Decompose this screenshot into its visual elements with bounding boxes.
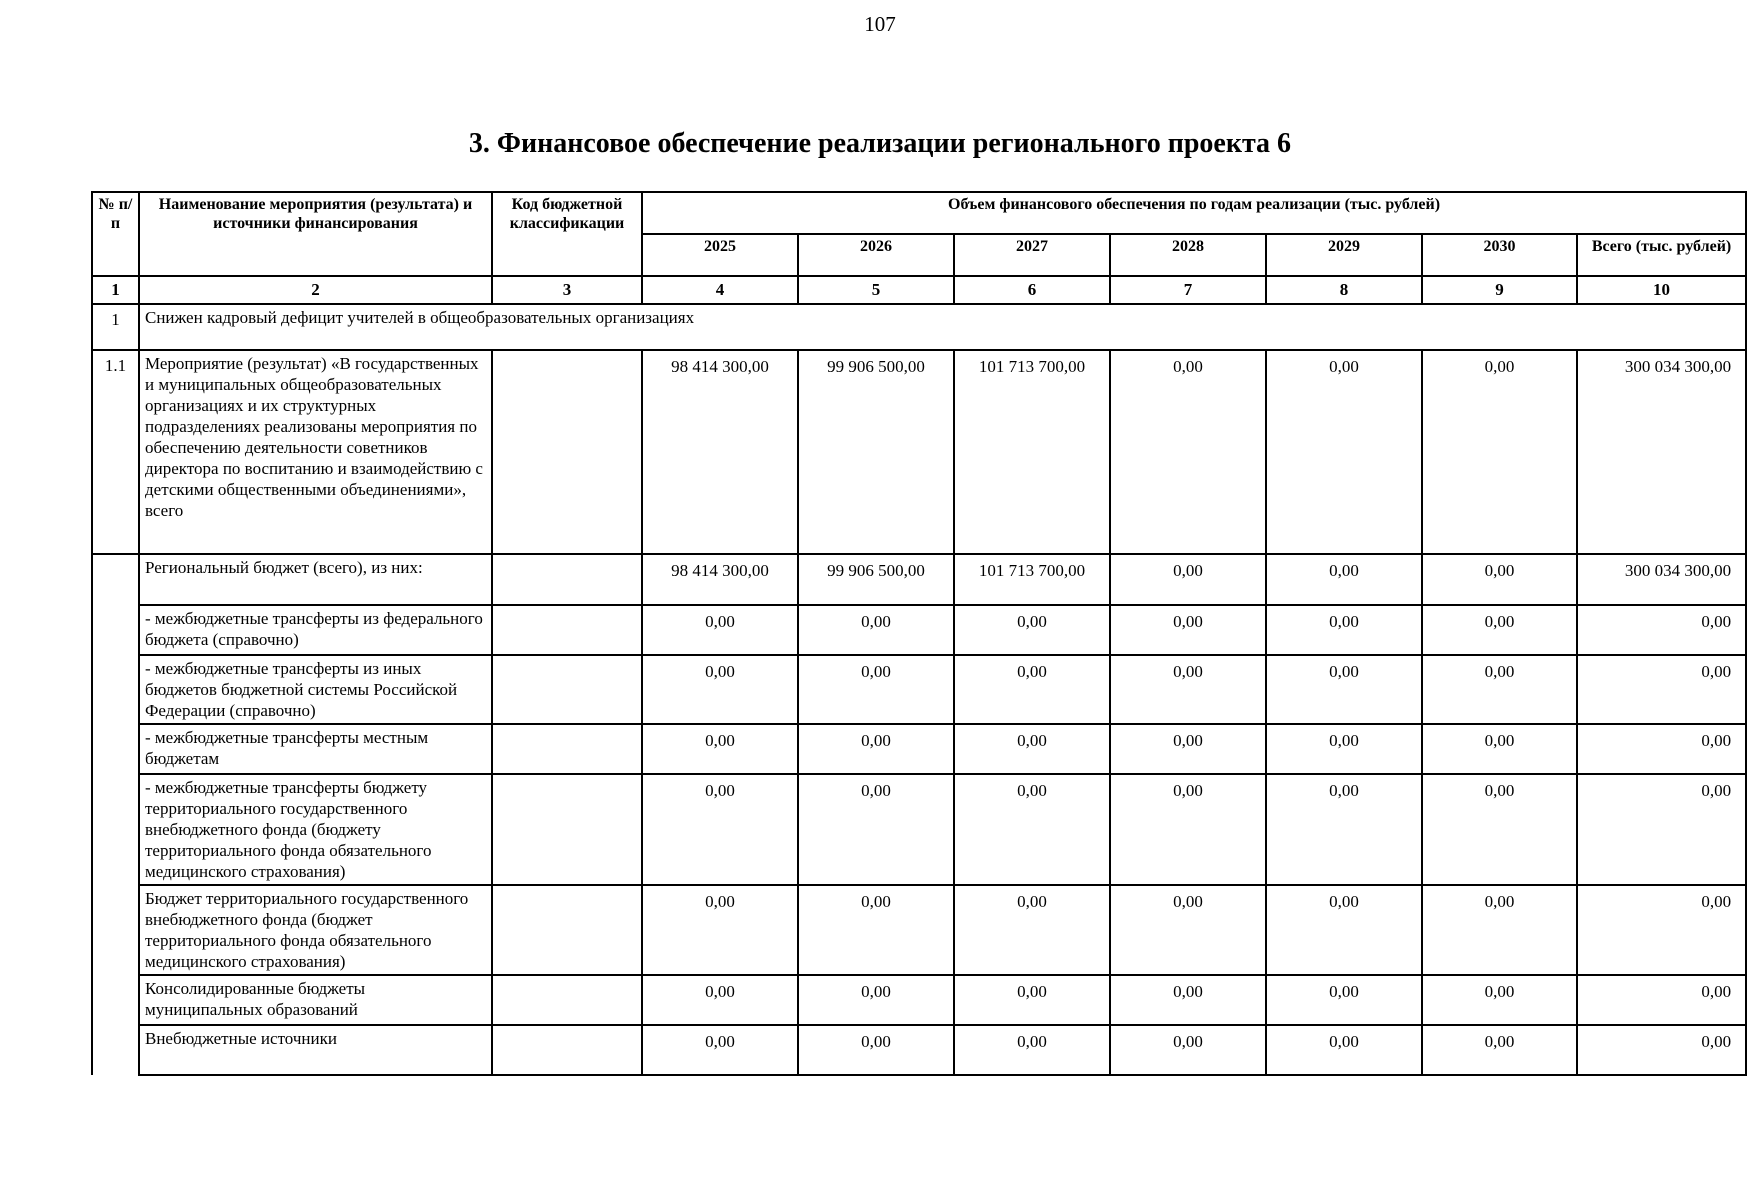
row-name: Консолидированные бюджеты муниципальных образований — [139, 975, 492, 1025]
table-row — [92, 605, 1746, 655]
row-value: 0,00 — [642, 975, 798, 1025]
header-year: 2025 — [642, 234, 798, 276]
row-value: 99 906 500,00 — [798, 350, 954, 554]
column-number: 8 — [1266, 276, 1422, 304]
row-code — [492, 975, 642, 1025]
row-value: 0,00 — [642, 655, 798, 724]
row-value: 0,00 — [1266, 605, 1422, 655]
row-total: 0,00 — [1577, 885, 1746, 975]
row-code — [492, 350, 642, 554]
row-number — [92, 605, 139, 655]
row-value: 0,00 — [1266, 774, 1422, 885]
row-value: 0,00 — [1422, 774, 1577, 885]
column-number: 5 — [798, 276, 954, 304]
row-value: 0,00 — [642, 1025, 798, 1075]
header-row-top — [92, 192, 1746, 234]
row-total: 0,00 — [1577, 774, 1746, 885]
table-body — [92, 350, 1746, 1075]
row-value: 0,00 — [798, 774, 954, 885]
row-code — [492, 655, 642, 724]
row-value: 0,00 — [954, 724, 1110, 774]
table-row — [92, 885, 1746, 975]
header-year: 2030 — [1422, 234, 1577, 276]
row-code — [492, 1025, 642, 1075]
table-row — [92, 975, 1746, 1025]
column-number: 7 — [1110, 276, 1266, 304]
row-value: 98 414 300,00 — [642, 350, 798, 554]
row-value: 0,00 — [642, 885, 798, 975]
row-value: 0,00 — [1110, 885, 1266, 975]
row-value: 0,00 — [798, 724, 954, 774]
row-value: 0,00 — [1110, 655, 1266, 724]
row-code — [492, 774, 642, 885]
row-value: 0,00 — [642, 774, 798, 885]
table-row — [92, 554, 1746, 605]
table-row — [92, 724, 1746, 774]
row-value: 101 713 700,00 — [954, 554, 1110, 605]
header-year: 2028 — [1110, 234, 1266, 276]
column-number: 10 — [1577, 276, 1746, 304]
row-total: 300 034 300,00 — [1577, 350, 1746, 554]
header-col-volume: Объем финансового обеспечения по годам реализации (тыс. рублей) — [642, 192, 1746, 234]
row-value: 0,00 — [954, 885, 1110, 975]
row-number — [92, 655, 139, 724]
column-number: 1 — [92, 276, 139, 304]
row-code — [492, 554, 642, 605]
section-number: 1 — [92, 304, 139, 350]
row-value: 0,00 — [798, 605, 954, 655]
row-value: 0,00 — [954, 605, 1110, 655]
column-number: 9 — [1422, 276, 1577, 304]
row-value: 0,00 — [1422, 554, 1577, 605]
header-year: 2029 — [1266, 234, 1422, 276]
table-row — [92, 774, 1746, 885]
row-number — [92, 724, 139, 774]
row-value: 0,00 — [798, 655, 954, 724]
row-value: 0,00 — [1110, 975, 1266, 1025]
row-value: 0,00 — [1422, 975, 1577, 1025]
table-row — [92, 350, 1746, 554]
column-number: 6 — [954, 276, 1110, 304]
column-number: 3 — [492, 276, 642, 304]
row-total: 0,00 — [1577, 724, 1746, 774]
header-col-name: Наименование мероприятия (результата) и источники финансирования — [139, 192, 492, 276]
row-name: Внебюджетные источники — [139, 1025, 492, 1075]
row-total: 0,00 — [1577, 1025, 1746, 1075]
row-value: 0,00 — [798, 975, 954, 1025]
table-row — [92, 655, 1746, 724]
row-value: 0,00 — [1110, 554, 1266, 605]
row-value: 0,00 — [1266, 724, 1422, 774]
header-col-code: Код бюджетной классификации — [492, 192, 642, 276]
row-name: - межбюджетные трансферты бюджету территориального государственного внебюджетного фонда (бюджету территориального фонда обязательного медицинского страхования) — [139, 774, 492, 885]
header-total: Всего (тыс. рублей) — [1577, 234, 1746, 276]
row-value: 0,00 — [1110, 605, 1266, 655]
column-number: 4 — [642, 276, 798, 304]
row-number — [92, 554, 139, 605]
row-value: 0,00 — [1266, 885, 1422, 975]
row-value: 0,00 — [798, 885, 954, 975]
row-number — [92, 975, 139, 1025]
row-code — [492, 724, 642, 774]
row-total: 300 034 300,00 — [1577, 554, 1746, 605]
row-value: 0,00 — [642, 724, 798, 774]
row-code — [492, 885, 642, 975]
row-value: 0,00 — [1266, 350, 1422, 554]
row-value: 0,00 — [954, 1025, 1110, 1075]
row-number — [92, 1025, 139, 1075]
row-total: 0,00 — [1577, 655, 1746, 724]
row-name: - межбюджетные трансферты местным бюджетам — [139, 724, 492, 774]
row-value: 0,00 — [1422, 350, 1577, 554]
row-code — [492, 605, 642, 655]
row-value: 0,00 — [798, 1025, 954, 1075]
row-value: 98 414 300,00 — [642, 554, 798, 605]
row-value: 0,00 — [1266, 554, 1422, 605]
row-name: - межбюджетные трансферты из федерального бюджета (справочно) — [139, 605, 492, 655]
row-value: 0,00 — [1110, 724, 1266, 774]
row-number: 1.1 — [92, 350, 139, 554]
row-value: 0,00 — [954, 774, 1110, 885]
row-value: 0,00 — [1110, 774, 1266, 885]
header-col-number: № п/п — [92, 192, 139, 276]
row-value: 101 713 700,00 — [954, 350, 1110, 554]
row-value: 0,00 — [1422, 885, 1577, 975]
row-name: Мероприятие (результат) «В государственных и муниципальных общеобразовательных организациях и их структурных подразделениях реализованы мероприятия по обеспечению деятельности советников директора по воспитанию и взаимодействию с детскими общественными объединениями», всего — [139, 350, 492, 554]
row-value: 0,00 — [1422, 1025, 1577, 1075]
row-number — [92, 885, 139, 975]
row-value: 0,00 — [1266, 655, 1422, 724]
row-value: 0,00 — [954, 655, 1110, 724]
row-name: Бюджет территориального государственного внебюджетного фонда (бюджет территориального фонда обязательного медицинского страхования) — [139, 885, 492, 975]
row-value: 0,00 — [1422, 605, 1577, 655]
section-name: Снижен кадровый дефицит учителей в общеобразовательных организациях — [139, 304, 1746, 350]
row-value: 0,00 — [1422, 655, 1577, 724]
row-name: - межбюджетные трансферты из иных бюджетов бюджетной системы Российской Федерации (справочно) — [139, 655, 492, 724]
row-value: 0,00 — [642, 605, 798, 655]
row-value: 0,00 — [954, 975, 1110, 1025]
row-value: 0,00 — [1110, 1025, 1266, 1075]
header-year: 2027 — [954, 234, 1110, 276]
row-number — [92, 774, 139, 885]
row-value: 0,00 — [1110, 350, 1266, 554]
section-row — [92, 304, 1746, 350]
page-title: 3. Финансовое обеспечение реализации регионального проекта 6 — [468, 128, 1292, 159]
row-value: 0,00 — [1266, 975, 1422, 1025]
column-numbers-row — [92, 276, 1746, 304]
row-value: 0,00 — [1266, 1025, 1422, 1075]
row-total: 0,00 — [1577, 975, 1746, 1025]
row-value: 99 906 500,00 — [798, 554, 954, 605]
column-number: 2 — [139, 276, 492, 304]
header-year: 2026 — [798, 234, 954, 276]
row-value: 0,00 — [1422, 724, 1577, 774]
row-total: 0,00 — [1577, 605, 1746, 655]
page-number: 107 — [864, 12, 896, 36]
table-row — [92, 1025, 1746, 1075]
row-name: Региональный бюджет (всего), из них: — [139, 554, 492, 605]
financing-table — [91, 191, 1747, 1076]
